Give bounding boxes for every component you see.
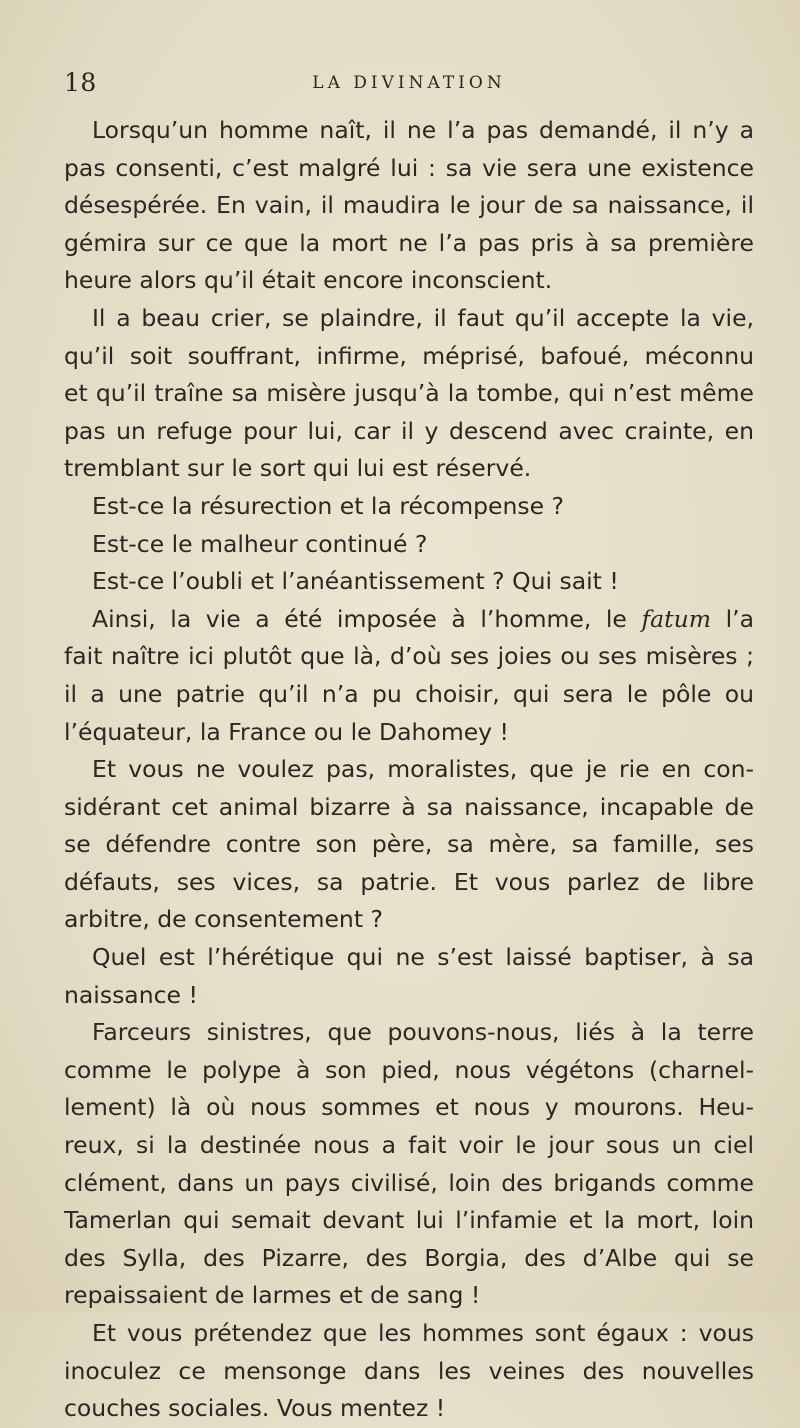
text-line: tremblant sur le sort qui lui est réservé. xyxy=(64,454,532,483)
text-line: sidérant cet animal bizarre à sa naissance, incapable de xyxy=(64,792,754,821)
text-line: reux, si la destinée nous a fait voir le jour sous un ciel xyxy=(64,1131,754,1160)
text-line: couches sociales. Vous mentez ! xyxy=(64,1394,446,1423)
text-line: clément, dans un pays civilisé, loin des brigands comme xyxy=(64,1168,754,1197)
running-title: LA DIVINATION xyxy=(312,73,506,93)
text-line: lement) là où nous sommes et nous y mourons. Heu- xyxy=(64,1093,754,1122)
text-line: Il a beau crier, se plaindre, il faut qu’il accepte la vie, xyxy=(92,303,754,332)
text-line: se défendre contre son père, sa mère, sa famille, ses xyxy=(64,830,754,859)
text-line: défauts, ses vices, sa patrie. Et vous parlez de libre xyxy=(64,867,754,896)
text-line: Et vous prétendez que les hommes sont égaux : vous xyxy=(92,1319,754,1347)
text-line: pas consenti, c’est malgré lui : sa vie sera une existence xyxy=(64,153,754,182)
text-line: l’équateur, la France ou le Dahomey ! xyxy=(64,717,509,746)
text-line: pas un refuge pour lui, car il y descend avec crainte, en xyxy=(64,416,754,445)
text-line: il a une patrie qu’il n’a pu choisir, qui sera le pôle ou xyxy=(64,679,754,708)
text-line: désespérée. En vain, il maudira le jour de sa naissance, il xyxy=(64,191,754,220)
text-line: fait naître ici plutôt que là, d’où ses joies ou ses misères ; xyxy=(64,642,754,671)
text-line: arbitre, de consentement ? xyxy=(64,905,383,934)
text-line: Et vous ne voulez pas, moralistes, que je rie en con- xyxy=(92,755,754,784)
text-line: et qu’il traîne sa misère jusqu’à la tombe, qui n’est même xyxy=(64,379,754,408)
text-line: inoculez ce mensonge dans les veines des nouvelles xyxy=(64,1356,754,1385)
text-segment: Ainsi, la vie a été imposée à l’homme, le xyxy=(92,604,642,633)
text-line: Tamerlan qui semait devant lui l’infamie et la mort, loin xyxy=(64,1206,754,1235)
page-number: 18 xyxy=(64,68,97,97)
text-line: comme le polype à son pied, nous végétons (charnel- xyxy=(64,1055,754,1084)
text-line: gémira sur ce que la mort ne l’a pas pris à sa première xyxy=(64,228,754,257)
text-line: Lorsqu’un homme naît, il ne l’a pas demandé, il n’y a xyxy=(92,116,754,144)
text-line: Quel est l’hérétique qui ne s’est laissé baptiser, à sa xyxy=(92,943,754,972)
text-line xyxy=(64,601,754,639)
running-head xyxy=(64,68,754,104)
text-line: Farceurs sinistres, que pouvons-nous, liés à la terre xyxy=(92,1018,754,1047)
text-line: Est-ce l’oubli et l’anéantissement ? Qui sait ! xyxy=(92,567,619,596)
text-line: qu’il soit souffrant, infirme, méprisé, bafoué, méconnu xyxy=(64,341,754,370)
italic-word: fatum xyxy=(641,604,712,633)
text-line: heure alors qu’il était encore inconscient. xyxy=(64,266,553,295)
text-line: naissance ! xyxy=(64,980,198,1009)
text-segment: l’a xyxy=(711,604,754,633)
text-line: Est-ce la résurection et la récompense ? xyxy=(92,491,565,520)
text-line: Est-ce le malheur continué ? xyxy=(92,529,428,558)
text-line: des Sylla, des Pizarre, des Borgia, des d’Albe qui se xyxy=(64,1243,754,1272)
body-text xyxy=(64,112,754,1428)
text-line: repaissaient de larmes et de sang ! xyxy=(64,1281,481,1310)
